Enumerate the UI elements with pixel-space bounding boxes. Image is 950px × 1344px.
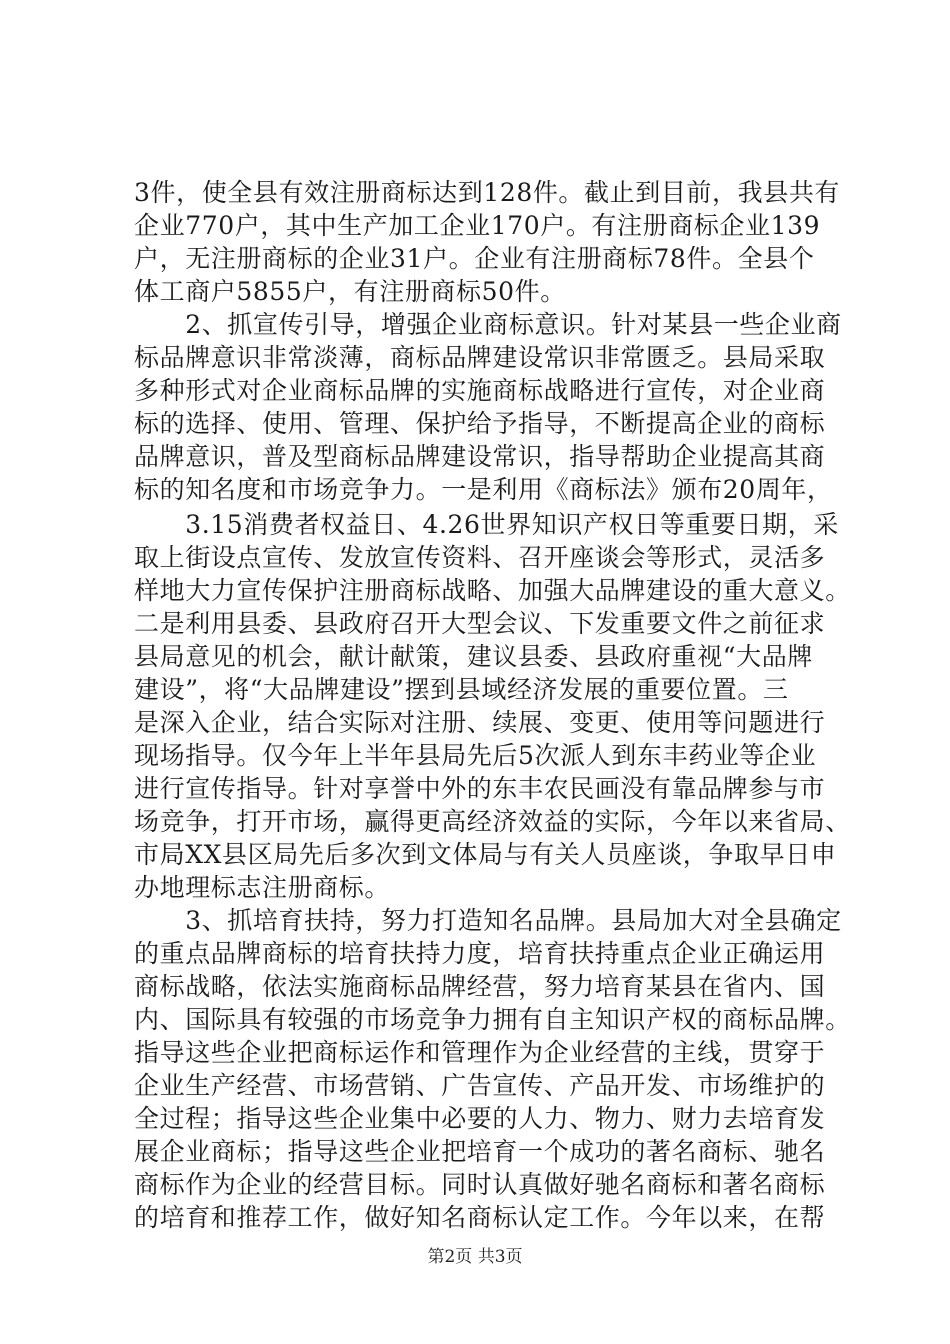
text-section-1: [134, 176, 842, 506]
text-line: 品牌意识，普及型商标品牌建设常识，指导帮助企业提高其商: [134, 442, 826, 471]
text-line: 多种形式对企业商标品牌的实施商标战略进行宣传，对企业商: [134, 376, 826, 405]
text-line: 2、抓宣传引导，增强企业商标意识。针对某县一些企业商: [134, 310, 842, 339]
text-line: 企业生产经营、市场营销、广告宣传、产品开发、市场维护的: [134, 1071, 826, 1100]
text-line: 市局XX县区局先后多次到文体局与有关人员座谈，争取早日申: [134, 840, 837, 869]
text-line: 是深入企业，结合实际对注册、续展、变更、使用等问题进行: [134, 708, 826, 737]
text-line: 全过程；指导这些企业集中必要的人力、物力、财力去培育发: [134, 1104, 826, 1133]
text-line: 体工商户5855户，有注册商标50件。: [134, 277, 566, 306]
page-number: 第2页 共3页: [427, 1247, 523, 1267]
text-line: 指导这些企业把商标运作和管理作为企业经营的主线，贯穿于: [134, 1038, 826, 1067]
text-line: 3件，使全县有效注册商标达到128件。截止到目前，我县共有: [134, 178, 841, 207]
text-line: 的重点品牌商标的培育扶持力度，培育扶持重点企业正确运用: [134, 939, 826, 968]
text-line: 企业770户，其中生产加工企业170户。有注册商标企业139: [134, 211, 821, 240]
text-line: 3、抓培育扶持，努力打造知名品牌。县局加大对全县确定: [134, 906, 842, 935]
paragraph-2: [134, 308, 842, 506]
paragraph-1: [134, 176, 841, 308]
text-line: 商标战略，依法实施商标品牌经营，努力培育某县在省内、国: [134, 972, 826, 1001]
text-line: 县局意见的机会，献计献策，建议县委、县政府重视“大品牌: [134, 642, 813, 671]
text-line: 建设”，将“大品牌建设”摆到县域经济发展的重要位置。三: [134, 675, 789, 704]
text-line: 的培育和推荐工作，做好知名商标认定工作。今年以来，在帮: [134, 1203, 826, 1232]
text-line: 户，无注册商标的企业31户。企业有注册商标78件。全县个: [134, 244, 815, 273]
text-line: 标品牌意识非常淡薄，商标品牌建设常识非常匮乏。县局采取: [134, 343, 826, 372]
paragraph-4: [134, 904, 851, 1234]
text-section-2: [134, 508, 851, 1234]
text-line: 3.15消费者权益日、4.26世界知识产权日等重要日期，采: [134, 510, 839, 539]
text-line: 取上街设点宣传、发放宣传资料、召开座谈会等形式，灵活多: [134, 543, 826, 572]
text-line: 现场指导。仅今年上半年县局先后5次派人到东丰药业等企业: [134, 741, 817, 770]
text-line: 标的选择、使用、管理、保护给予指导，不断提高企业的商标: [134, 409, 826, 438]
text-line: 办地理标志注册商标。: [134, 873, 391, 902]
text-line: 样地大力宣传保护注册商标战略、加强大品牌建设的重大意义。: [134, 576, 851, 605]
text-line: 进行宣传指导。针对享誉中外的东丰农民画没有靠品牌参与市: [134, 774, 826, 803]
text-line: 展企业商标；指导这些企业把培育一个成功的著名商标、驰名: [134, 1137, 826, 1166]
text-line: 场竞争，打开市场，赢得更高经济效益的实际，今年以来省局、: [134, 807, 851, 836]
text-line: 内、国际具有较强的市场竞争力拥有自主知识产权的商标品牌。: [134, 1005, 851, 1034]
text-line: 标的知名度和市场竞争力。一是利用《商标法》颁布20周年，: [134, 475, 833, 504]
paragraph-3: [134, 508, 851, 904]
page-footer: [0, 1246, 950, 1268]
text-line: 二是利用县委、县政府召开大型会议、下发重要文件之前征求: [134, 609, 826, 638]
text-line: 商标作为企业的经营目标。同时认真做好驰名商标和著名商标: [134, 1170, 826, 1199]
